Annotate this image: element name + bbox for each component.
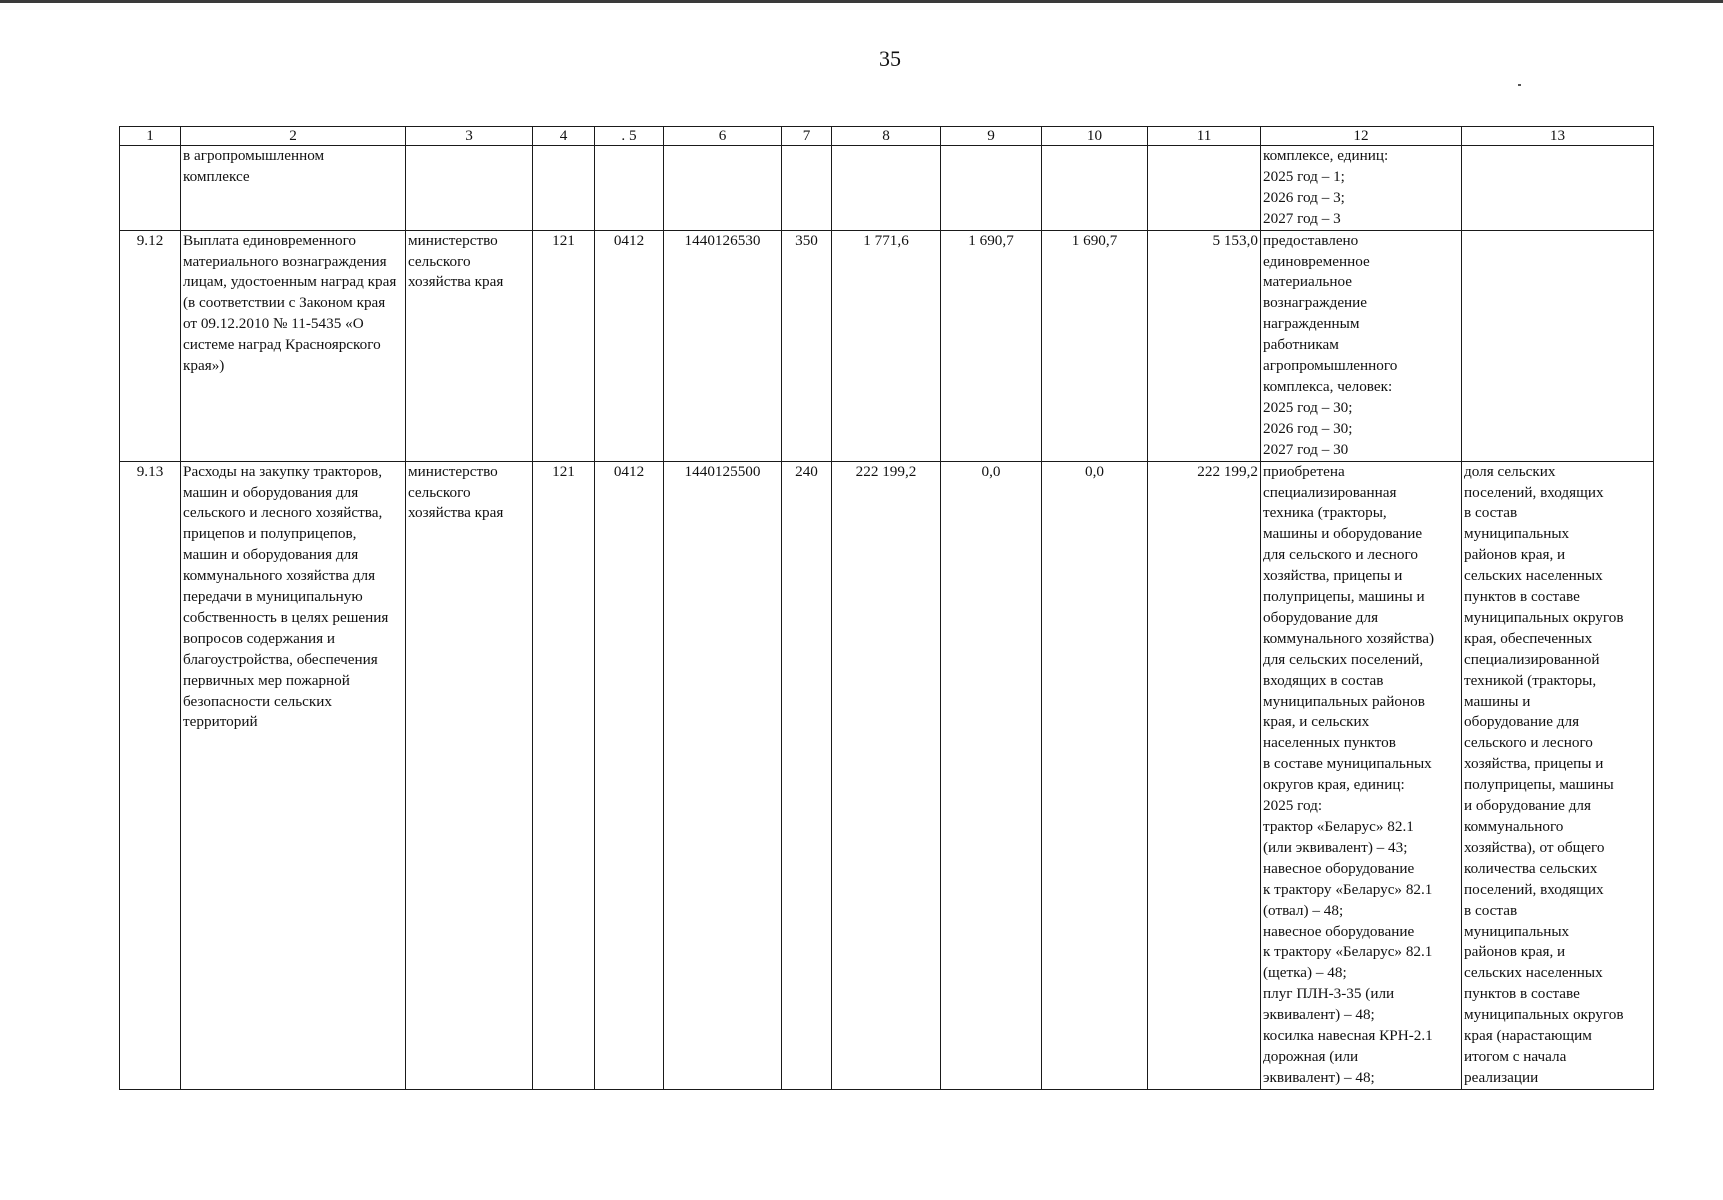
section-code-cell: 0412 [595,461,664,1089]
amount-2026-cell: 1 690,7 [941,230,1042,461]
amount-2026-cell [941,146,1042,231]
expected-result-cell: приобретена специализированная техника (тракторы, машины и оборудование для сельского и лесного хозяйства, прицепы и полуприцепы, машины и оборудование для коммунального хозяйства) для сельских поселений, входящих в состав муниципальных районов края, и сельских населенных пунктов в составе муниципальных округов края, единиц: 2025 год: трактор «Беларус» 82.1 (или эквивалент) – 43; навесное оборудование к трактору «Беларус» 82.1 (отвал) – 48; навесное оборудование к трактору «Беларус» 82.1 (щетка) – 48; плуг ПЛН-3-35 (или эквивалент) – 48; косилка навесная КРН-2.1 дорожная (или эквивалент) – 48; [1261,461,1462,1089]
column-number: 11 [1148,127,1261,146]
column-number: 10 [1042,127,1148,146]
amount-2025-cell: 222 199,2 [832,461,941,1089]
expense-type-cell [782,146,832,231]
expected-result-cell: комплексе, единиц: 2025 год – 1; 2026 год – 3; 2027 год – 3 [1261,146,1462,231]
column-number: 12 [1261,127,1462,146]
activity-name-cell: Расходы на закупку тракторов, машин и оборудования для сельского и лесного хозяйства, прицепов и полуприцепов, машин и оборудования для коммунального хозяйства для передачи в муниципальную собственность в целях решения вопросов содержания и благоустройства, обеспечения первичных мер пожарной безопасности сельских территорий [181,461,406,1089]
column-number: 2 [181,127,406,146]
expected-result-cell: предоставлено единовременное материальное вознаграждение награжденным работникам агропромышленного комплекса, человек: 2025 год – 30; 2026 год – 30; 2027 год – 30 [1261,230,1462,461]
column-number: 7 [782,127,832,146]
section-code-cell [595,146,664,231]
grbs-code-cell: 121 [533,230,595,461]
program-activities-table [119,126,1654,1090]
column-number: 13 [1462,127,1654,146]
amount-2025-cell: 1 771,6 [832,230,941,461]
column-number: . 5 [595,127,664,146]
column-number: 4 [533,127,595,146]
column-number-row [120,127,1654,146]
amount-total-cell [1148,146,1261,231]
amount-2027-cell: 0,0 [1042,461,1148,1089]
column-number: 1 [120,127,181,146]
expense-type-cell: 350 [782,230,832,461]
section-code-cell: 0412 [595,230,664,461]
top-border-line [0,0,1723,3]
grbs-code-cell: 121 [533,461,595,1089]
amount-2027-cell: 1 690,7 [1042,230,1148,461]
amount-2026-cell: 0,0 [941,461,1042,1089]
target-article-cell: 1440126530 [664,230,782,461]
indicator-cell [1462,230,1654,461]
amount-2025-cell [832,146,941,231]
column-number: 8 [832,127,941,146]
activity-name-cell: Выплата единовременного материального вознаграждения лицам, удостоенным наград края (в соответствии с Законом края от 09.12.2010 № 11-5435 «О системе наград Красноярского края») [181,230,406,461]
responsible-body-cell: министерство сельского хозяйства края [406,230,533,461]
scan-speck [1518,84,1521,86]
indicator-cell [1462,146,1654,231]
column-number: 9 [941,127,1042,146]
amount-2027-cell [1042,146,1148,231]
amount-total-cell: 5 153,0 [1148,230,1261,461]
target-article-cell [664,146,782,231]
target-article-cell: 1440125500 [664,461,782,1089]
table-row-9-13 [120,461,1654,1089]
indicator-cell: доля сельских поселений, входящих в состав муниципальных районов края, и сельских населенных пунктов в составе муниципальных округов края, обеспеченных специализированной техникой (тракторы, машины и оборудование для сельского и лесного хозяйства, прицепы и полуприцепы, машины и оборудование для коммунального хозяйства), от общего количества сельских поселений, входящих в состав муниципальных районов края, и сельских населенных пунктов в составе муниципальных округов края (нарастающим итогом с начала реализации [1462,461,1654,1089]
column-number: 3 [406,127,533,146]
table-row-9-12 [120,230,1654,461]
expense-type-cell: 240 [782,461,832,1089]
row-number-cell: 9.12 [120,230,181,461]
row-number-cell [120,146,181,231]
row-number-cell: 9.13 [120,461,181,1089]
amount-total-cell: 222 199,2 [1148,461,1261,1089]
grbs-code-cell [533,146,595,231]
responsible-body-cell [406,146,533,231]
page-number: 35 [879,46,901,71]
activity-name-cell: в агропромышленном комплексе [181,146,406,231]
responsible-body-cell: министерство сельского хозяйства края [406,461,533,1089]
column-number: 6 [664,127,782,146]
table-row-continuation [120,146,1654,231]
